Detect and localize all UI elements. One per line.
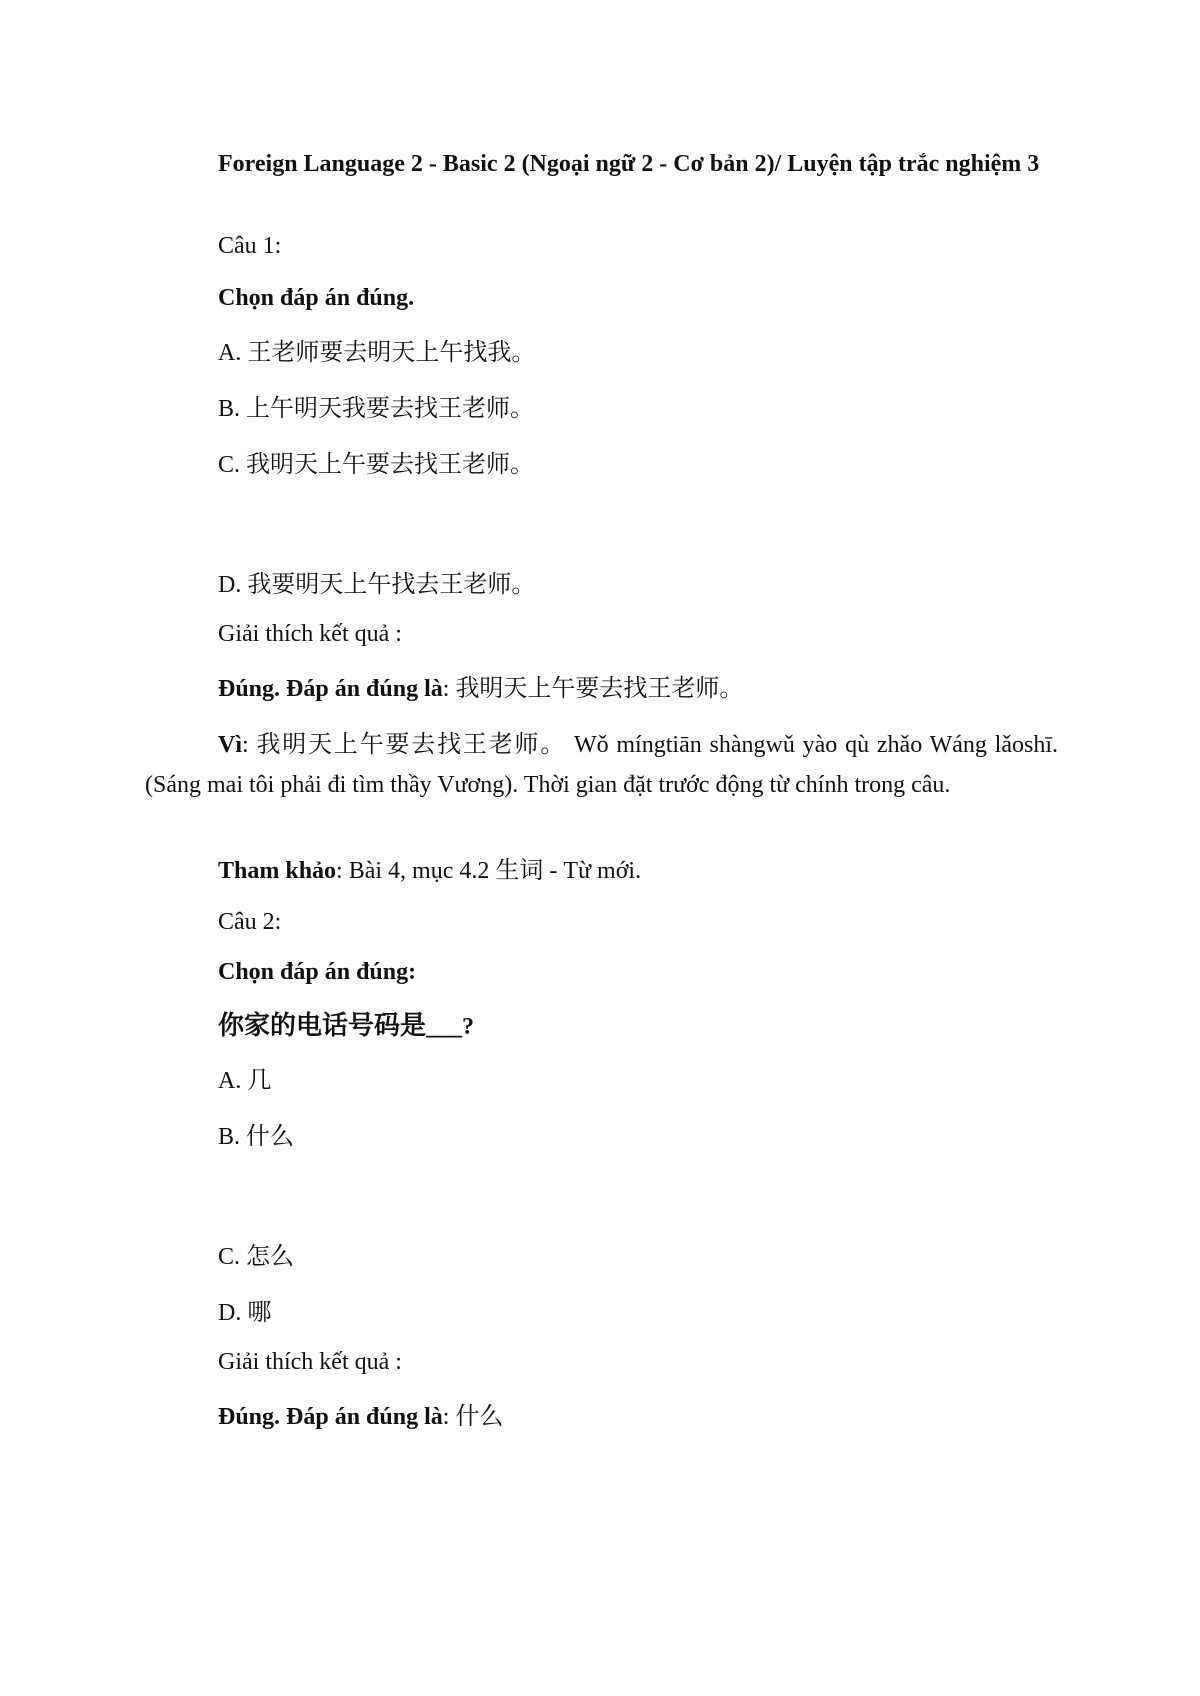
q1-reason <box>145 724 1058 805</box>
reason-cjk: 我明天上午要去找王老师。 <box>256 730 567 758</box>
question-blank: ___? <box>426 1014 475 1040</box>
correct-prefix: Đúng. Đáp án đúng là <box>218 1404 443 1430</box>
reason-label: Vì <box>218 732 242 758</box>
option-letter: C. <box>218 1244 241 1270</box>
option-letter: D. <box>218 572 242 598</box>
q1-reference <box>218 850 641 891</box>
reason-text: Wǒ míngtiān shàngwǔ yào qù zhǎo Wáng lǎoshī. (Sáng mai tôi phải đi tìm thầy Vương). Thời gian đặt trước động từ chính trong câu. <box>145 732 1059 798</box>
question-text: 你家的电话号码是 <box>218 1011 427 1041</box>
q2-explain-label: Giải thích kết quả : <box>218 1349 402 1375</box>
option-letter: B. <box>218 1124 241 1150</box>
option-text: 哪 <box>247 1298 272 1326</box>
q2-option-a <box>218 1060 271 1101</box>
option-letter: B. <box>218 396 241 422</box>
q2-option-b <box>218 1116 294 1157</box>
correct-answer: 什么 <box>455 1402 504 1430</box>
option-letter: A. <box>218 340 242 366</box>
question-1-instruction: Chọn đáp án đúng. <box>218 285 415 311</box>
option-text: 我明天上午要去找王老师。 <box>246 450 535 478</box>
q1-explain-label: Giải thích kết quả : <box>218 621 402 647</box>
q2-option-c <box>218 1236 294 1277</box>
q1-option-c <box>218 444 534 485</box>
question-2-label: Câu 2: <box>218 909 282 935</box>
question-2-prompt <box>218 1006 474 1047</box>
question-2-instruction: Chọn đáp án đúng: <box>218 959 417 985</box>
option-text: 我要明天上午找去王老师。 <box>247 570 536 598</box>
q1-correct-answer-line <box>218 668 743 709</box>
q1-option-b <box>218 388 534 429</box>
correct-colon: : <box>442 676 450 702</box>
reference-colon: : <box>336 858 343 884</box>
reference-cjk: 生词 <box>495 856 544 884</box>
reference-text-post: - Từ mới. <box>549 858 642 884</box>
option-text: 上午明天我要去找王老师。 <box>246 394 535 422</box>
correct-answer: 我明天上午要去找王老师。 <box>455 674 744 702</box>
option-letter: A. <box>218 1068 242 1094</box>
q1-option-a <box>218 332 535 373</box>
q1-option-d <box>218 564 535 605</box>
question-1-label: Câu 1: <box>218 233 282 259</box>
document-title: Foreign Language 2 - Basic 2 (Ngoại ngữ 2 - Cơ bản 2)/ Luyện tập trắc nghiệm 3 <box>218 151 1040 177</box>
q2-option-d <box>218 1292 271 1333</box>
reference-label: Tham khảo <box>218 858 337 884</box>
option-letter: D. <box>218 1300 242 1326</box>
option-text: 王老师要去明天上午找我。 <box>247 338 536 366</box>
option-letter: C. <box>218 452 241 478</box>
q2-correct-answer-line <box>218 1396 503 1437</box>
option-text: 怎么 <box>246 1242 295 1270</box>
reason-colon: : <box>242 732 249 758</box>
correct-prefix: Đúng. Đáp án đúng là <box>218 676 443 702</box>
option-text: 什么 <box>246 1122 295 1150</box>
correct-colon: : <box>442 1404 450 1430</box>
option-text: 几 <box>247 1066 272 1094</box>
reference-text: Bài 4, mục 4.2 <box>348 858 490 884</box>
